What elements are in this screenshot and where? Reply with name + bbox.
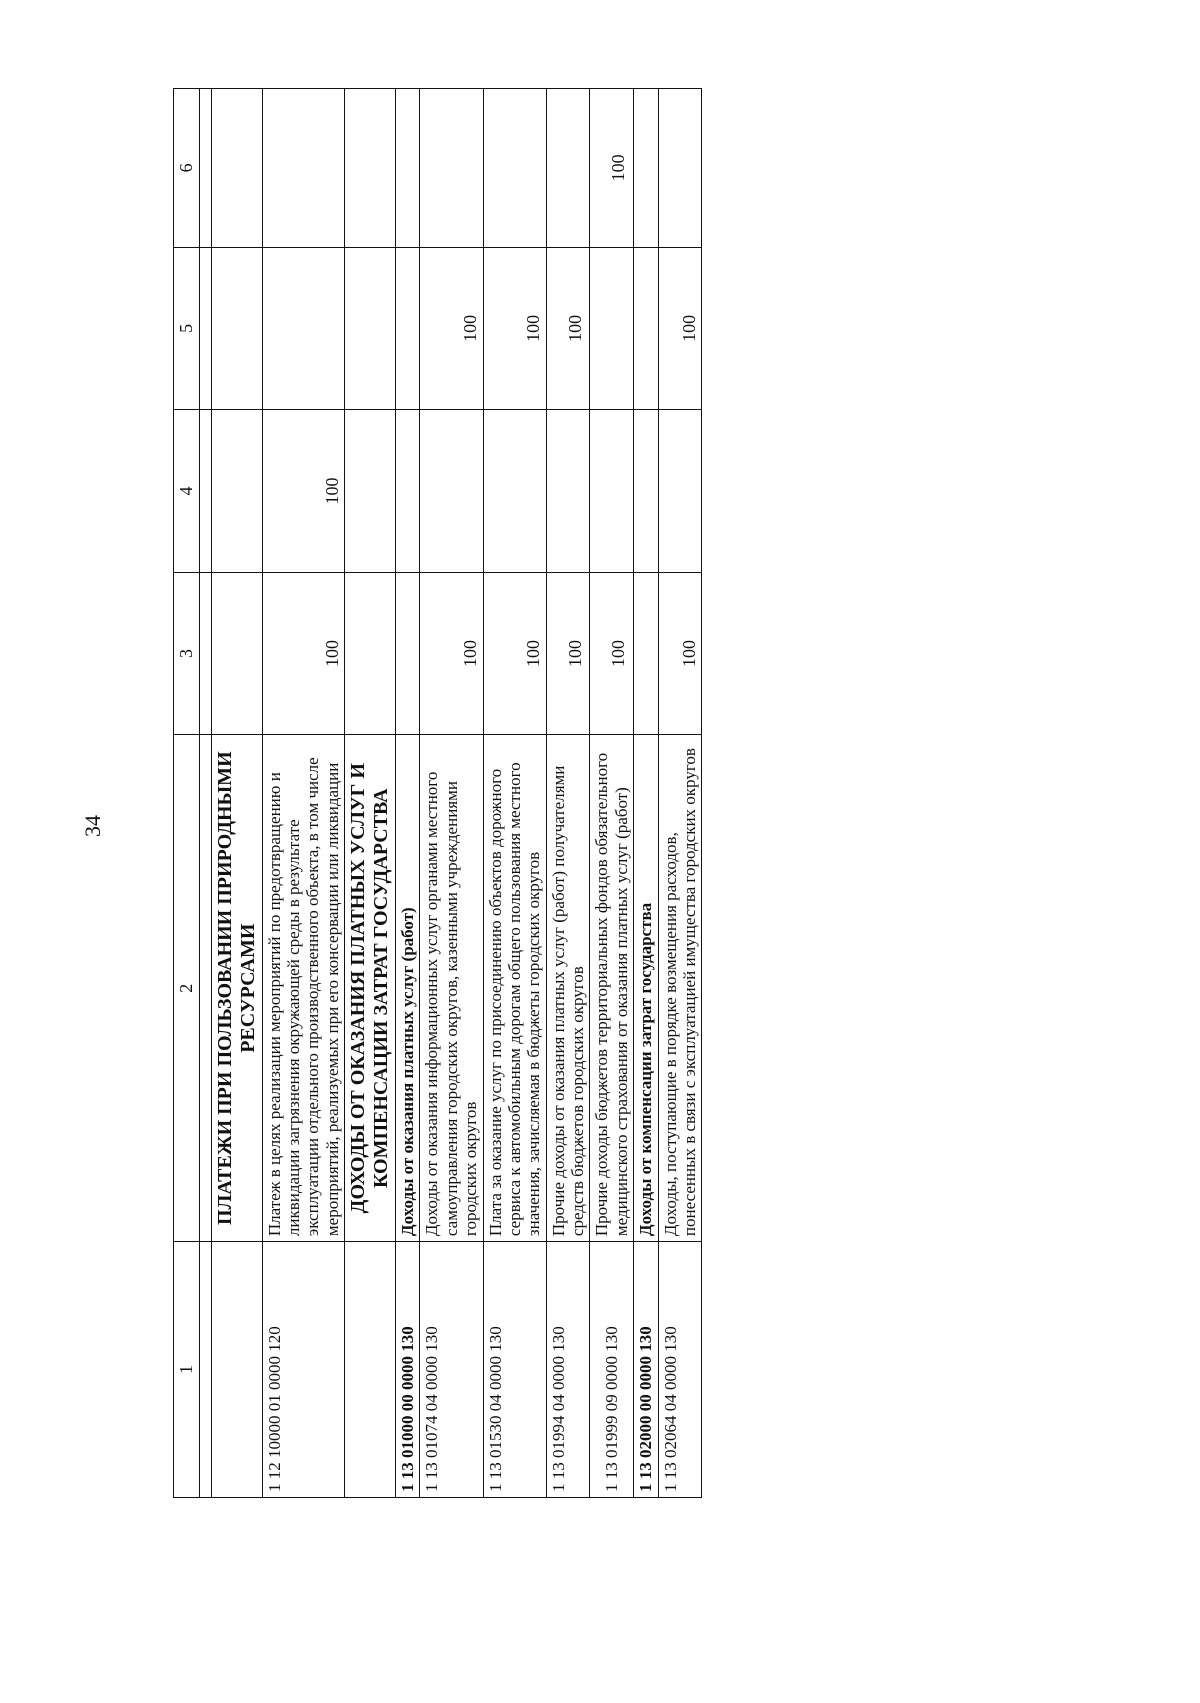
- value-cell: 100: [546, 572, 590, 735]
- code-cell: 1 13 02000 00 0000 130: [634, 1242, 658, 1498]
- name-cell: Платеж в целях реализации мероприятий по предотвращению и ликвидации загрязнения окружающей среды в результате эксплуатации отдельного производственного объекта, в том числе мероприятий, реализуемых при его консервации или ликвидации: [262, 735, 345, 1242]
- value-cell: 100: [420, 247, 483, 410]
- code-cell: 1 13 01074 04 0000 130: [420, 1242, 483, 1498]
- value-cell: 100: [483, 572, 546, 735]
- table-row: [590, 89, 634, 1498]
- value-cell: [211, 89, 262, 248]
- value-cell: 100: [262, 572, 345, 735]
- value-cell: 100: [483, 247, 546, 410]
- value-cell: 100: [658, 247, 702, 410]
- table-spacer-row: [199, 89, 211, 1498]
- value-cell: [396, 247, 420, 410]
- group-title-cell: Доходы от оказания платных услуг (работ): [396, 735, 420, 1242]
- value-cell: [658, 89, 702, 248]
- code-cell: [211, 1242, 262, 1498]
- code-cell: 1 13 01000 00 0000 130: [396, 1242, 420, 1498]
- header-col-5: 5: [174, 247, 200, 410]
- name-cell: Доходы, поступающие в порядке возмещения расходов, понесенных в связи с эксплуатацией имущества городских округов: [658, 735, 702, 1242]
- name-cell: Прочие доходы от оказания платных услуг (работ) получателями средств бюджетов городских округов: [546, 735, 590, 1242]
- header-col-4: 4: [174, 410, 200, 573]
- value-cell: [590, 410, 634, 573]
- table-row-section: [345, 89, 396, 1498]
- table-row-group: [634, 89, 658, 1498]
- value-cell: [345, 247, 396, 410]
- value-cell: [262, 247, 345, 410]
- header-col-6: 6: [174, 89, 200, 248]
- table-row: [420, 89, 483, 1498]
- revenue-table-container: [173, 88, 993, 1498]
- header-col-1: 1: [174, 1242, 200, 1498]
- value-cell: 100: [420, 572, 483, 735]
- value-cell: [420, 89, 483, 248]
- value-cell: [262, 89, 345, 248]
- value-cell: [590, 247, 634, 410]
- value-cell: [345, 410, 396, 573]
- value-cell: [211, 247, 262, 410]
- value-cell: 100: [590, 89, 634, 248]
- value-cell: [396, 572, 420, 735]
- table-row: [658, 89, 702, 1498]
- code-cell: [345, 1242, 396, 1498]
- value-cell: 100: [658, 572, 702, 735]
- group-title-cell: Доходы от компенсации затрат государства: [634, 735, 658, 1242]
- table-row-section: [211, 89, 262, 1498]
- name-cell: Доходы от оказания информационных услуг органами местного самоуправления городских округов, казенными учреждениями городских округов: [420, 735, 483, 1242]
- code-cell: 1 12 10000 01 0000 120: [262, 1242, 345, 1498]
- value-cell: [634, 410, 658, 573]
- page-number: 34: [80, 815, 105, 837]
- code-cell: 1 13 01994 04 0000 130: [546, 1242, 590, 1498]
- value-cell: [483, 410, 546, 573]
- value-cell: [546, 89, 590, 248]
- table-row-group: [396, 89, 420, 1498]
- value-cell: [546, 410, 590, 573]
- value-cell: [658, 410, 702, 573]
- value-cell: 100: [590, 572, 634, 735]
- value-cell: [483, 89, 546, 248]
- code-cell: 1 13 02064 04 0000 130: [658, 1242, 702, 1498]
- code-cell: 1 13 01530 04 0000 130: [483, 1242, 546, 1498]
- section-title-cell: ДОХОДЫ ОТ ОКАЗАНИЯ ПЛАТНЫХ УСЛУГ И КОМПЕНСАЦИИ ЗАТРАТ ГОСУДАРСТВА: [345, 735, 396, 1242]
- value-cell: [211, 572, 262, 735]
- value-cell: [634, 247, 658, 410]
- revenue-table: [173, 88, 702, 1498]
- value-cell: [396, 410, 420, 573]
- value-cell: [634, 572, 658, 735]
- value-cell: 100: [262, 410, 345, 573]
- value-cell: 100: [546, 247, 590, 410]
- value-cell: [345, 572, 396, 735]
- value-cell: [345, 89, 396, 248]
- header-col-2: 2: [174, 735, 200, 1242]
- name-cell: Плата за оказание услуг по присоединению объектов дорожного сервиса к автомобильным дорогам общего пользования местного значения, зачисляемая в бюджеты городских округов: [483, 735, 546, 1242]
- value-cell: [634, 89, 658, 248]
- table-row: [483, 89, 546, 1498]
- value-cell: [396, 89, 420, 248]
- value-cell: [211, 410, 262, 573]
- code-cell: 1 13 01999 09 0000 130: [590, 1242, 634, 1498]
- name-cell: Прочие доходы бюджетов территориальных фондов обязательного медицинского страхования от оказания платных услуг (работ): [590, 735, 634, 1242]
- table-row: [546, 89, 590, 1498]
- table-row: [262, 89, 345, 1498]
- header-col-3: 3: [174, 572, 200, 735]
- section-title-cell: ПЛАТЕЖИ ПРИ ПОЛЬЗОВАНИИ ПРИРОДНЫМИ РЕСУРСАМИ: [211, 735, 262, 1242]
- value-cell: [420, 410, 483, 573]
- table-header-row: [174, 89, 200, 1498]
